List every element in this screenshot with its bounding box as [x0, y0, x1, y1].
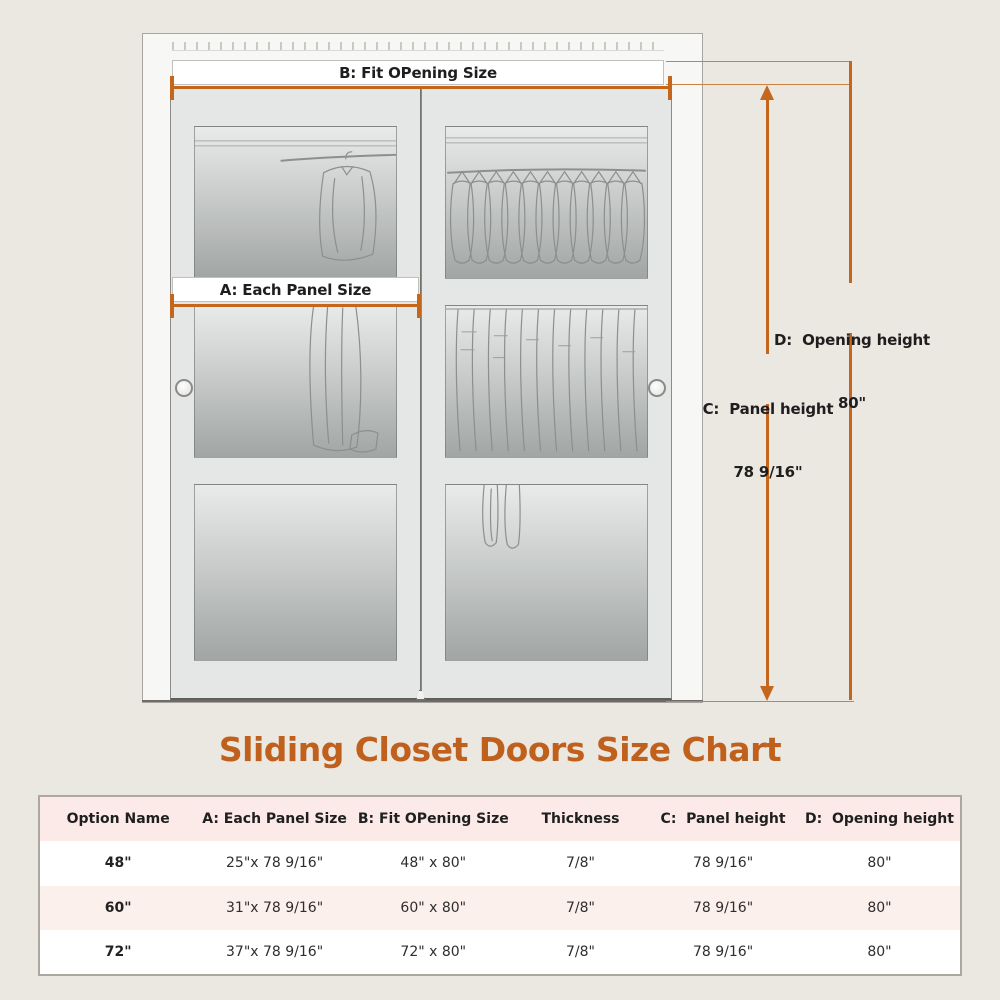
cell-panel-size: 25"x 78 9/16": [226, 855, 324, 872]
dimension-a-tick-right: [417, 294, 421, 318]
dimension-c-arrow-down: [760, 686, 774, 701]
size-table: [38, 795, 962, 976]
door-left-knob: [175, 379, 193, 397]
header-opening-height: D: Opening height: [804, 811, 954, 828]
dimension-a-tick-left: [170, 294, 174, 318]
cell-option: 60": [104, 899, 132, 916]
table-header-row: [40, 797, 960, 841]
cell-opening-height: 80": [867, 855, 892, 872]
header-opening-size: B: Fit OPening Size: [357, 811, 509, 828]
cell-opening-height: 80": [867, 943, 892, 960]
table-row: [40, 930, 960, 974]
dimension-d-line-top: [849, 61, 852, 283]
table-row: [40, 841, 960, 885]
cell-option: 48": [104, 855, 132, 872]
cell-panel-size: 31"x 78 9/16": [226, 899, 324, 916]
dimension-b-label: B: Fit OPening Size: [172, 60, 664, 85]
door-right-glass-middle: [445, 305, 648, 458]
cell-panel-height: 78 9/16": [692, 855, 754, 872]
hanging-clothes-illustration: [446, 306, 647, 457]
cell-opening-size: 48" x 80": [400, 855, 467, 872]
dimension-b-tick-right: [668, 76, 672, 100]
extension-line-bottom: [666, 701, 854, 702]
cell-panel-size: 37"x 78 9/16": [226, 943, 324, 960]
cell-opening-size: 72" x 80": [400, 943, 467, 960]
header-thickness: Thickness: [541, 811, 620, 828]
header-panel-height: C: Panel height: [660, 811, 786, 828]
header-option-name: Option Name: [66, 811, 170, 828]
dimension-a-label: A: Each Panel Size: [172, 277, 419, 302]
dimension-c-text: C: Panel height: [702, 400, 834, 418]
dimension-d-text: D: Opening height: [774, 331, 930, 349]
dimension-c-value: 78 9/16": [733, 463, 803, 481]
cell-panel-height: 78 9/16": [692, 943, 754, 960]
cell-thickness: 7/8": [565, 943, 595, 960]
dimension-b-tick-left: [170, 76, 174, 100]
door-right-knob: [648, 379, 666, 397]
hanging-jacket-illustration: [195, 127, 396, 278]
header-panel-size: A: Each Panel Size: [202, 811, 347, 828]
page-title: Sliding Closet Doors Size Chart: [218, 730, 782, 769]
dimension-d-value: 80": [837, 394, 867, 412]
pant-legs-illustration: [446, 485, 647, 660]
door-seam: [420, 88, 421, 698]
top-track: [172, 42, 664, 51]
clothes-rack-illustration: [446, 127, 647, 278]
cell-opening-size: 60" x 80": [400, 899, 467, 916]
cell-thickness: 7/8": [565, 855, 595, 872]
extension-line-top-d: [666, 61, 852, 62]
dimension-a-line: [171, 304, 421, 307]
cell-thickness: 7/8": [565, 899, 595, 916]
door-left-glass-bottom: [194, 484, 397, 661]
cell-panel-height: 78 9/16": [692, 899, 754, 916]
door-left-glass-middle: [194, 305, 397, 458]
sliding-door-left: [170, 88, 421, 700]
door-right-glass-top: [445, 126, 648, 279]
door-right-glass-bottom: [445, 484, 648, 661]
floor-line: [142, 700, 703, 702]
draped-garment-illustration: [195, 306, 396, 457]
table-row: [40, 886, 960, 930]
dimension-d-label: [752, 288, 952, 456]
cell-opening-height: 80": [867, 899, 892, 916]
cell-option: 72": [104, 943, 132, 960]
sliding-door-right: [421, 88, 672, 700]
extension-line-top-c: [666, 84, 852, 85]
dimension-b-line: [171, 86, 672, 89]
door-left-glass-top: [194, 126, 397, 279]
